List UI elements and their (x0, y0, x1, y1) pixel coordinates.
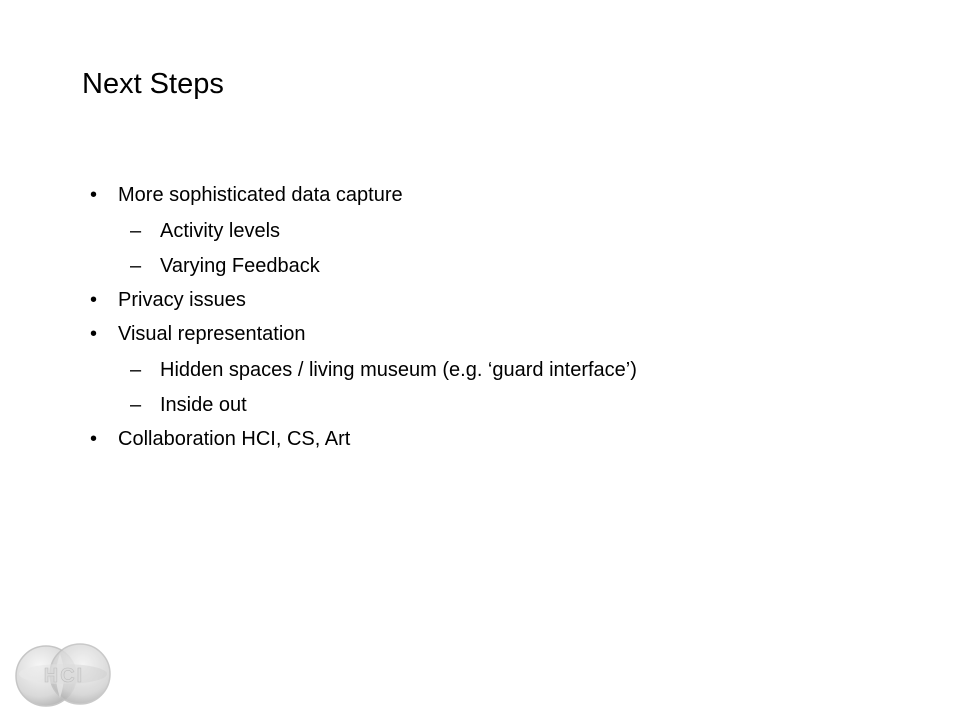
slide-title: Next Steps (82, 68, 224, 100)
bullet-marker: • (90, 184, 98, 206)
bullet-text: Visual representation (118, 323, 306, 345)
bullet-marker: • (90, 323, 98, 345)
sub-bullet-text: Inside out (160, 394, 247, 416)
dash-marker: – (130, 255, 142, 277)
sub-bullet-text: Hidden spaces / living museum (e.g. ‘guard interface’) (160, 359, 637, 381)
bullet-text: Collaboration HCI, CS, Art (118, 428, 351, 450)
logo-text: HCI (43, 665, 85, 687)
bullet-marker: • (90, 428, 98, 450)
bullet-marker: • (90, 289, 98, 311)
dash-marker: – (130, 359, 142, 381)
bullet-text: More sophisticated data capture (118, 184, 403, 206)
dash-marker: – (130, 394, 142, 416)
hci-logo (10, 640, 118, 710)
bullet-text: Privacy issues (118, 289, 246, 311)
dash-marker: – (130, 220, 142, 242)
sub-bullet-text: Varying Feedback (160, 255, 320, 277)
sub-bullet-text: Activity levels (160, 220, 281, 242)
